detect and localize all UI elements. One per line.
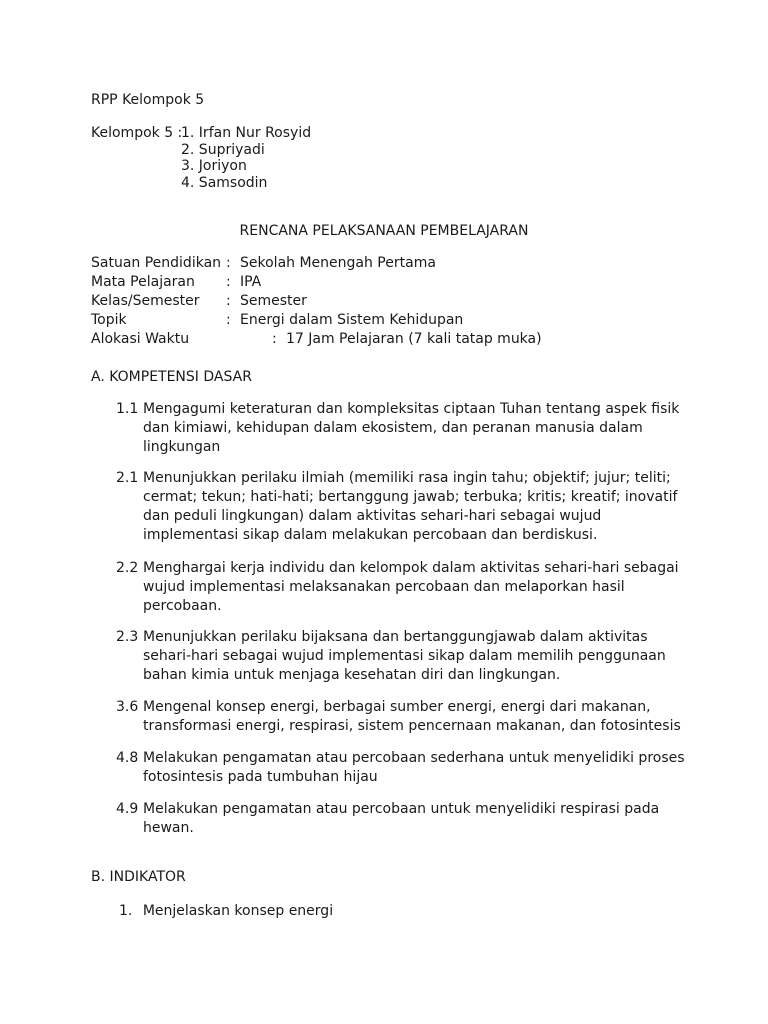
group-member: 3. Joriyon	[181, 158, 247, 174]
group-member: 4. Samsodin	[181, 175, 268, 191]
competency-item	[116, 469, 696, 545]
item-number: 4.9	[116, 801, 139, 817]
item-number: 2.3	[116, 629, 139, 645]
plan-title: RENCANA PELAKSANAAN PEMBELAJARAN	[239, 223, 529, 239]
info-label: Kelas/Semester	[91, 293, 200, 309]
info-colon: :	[272, 331, 277, 347]
competency-item	[116, 698, 696, 736]
competency-item	[116, 749, 696, 787]
item-number: 1.	[119, 903, 133, 919]
competency-item	[116, 559, 696, 616]
info-value: Semester	[240, 293, 307, 309]
group-label: Kelompok 5 :	[91, 125, 183, 141]
item-text: Mengagumi keteraturan dan kompleksitas ciptaan Tuhan tentang aspek fisik dan kimiawi, kehidupan dalam ekosistem, dan peranan manusia dalam lingkungan	[143, 401, 680, 455]
info-colon: :	[226, 274, 231, 290]
item-text: Melakukan pengamatan atau percobaan untuk menyelidiki respirasi pada hewan.	[143, 801, 660, 836]
item-text: Menunjukkan perilaku bijaksana dan bertanggungjawab dalam aktivitas sehari-hari sebagai wujud implementasi sikap dalam memilih penggunaan bahan kimia untuk menjaga kesehatan diri dan lingkungan.	[143, 629, 666, 683]
indicator-item	[119, 902, 333, 921]
item-number: 2.2	[116, 560, 139, 576]
item-number: 4.8	[116, 750, 139, 766]
group-member: 2. Supriyadi	[181, 142, 265, 158]
item-text: Melakukan pengamatan atau percobaan sederhana untuk menyelidiki proses fotosintesis pada tumbuhan hijau	[143, 750, 685, 785]
item-text: Mengenal konsep energi, berbagai sumber energi, energi dari makanan, transformasi energi, respirasi, sistem pencernaan makanan, dan fotosintesis	[143, 699, 681, 734]
info-label: Satuan Pendidikan	[91, 255, 222, 271]
info-colon: :	[226, 255, 231, 271]
info-value: IPA	[240, 274, 262, 290]
item-number: 2.1	[116, 470, 139, 486]
competency-item	[116, 628, 696, 685]
competency-item	[116, 400, 696, 457]
info-colon: :	[226, 312, 231, 328]
section-heading: B. INDIKATOR	[91, 869, 186, 885]
item-text: Menjelaskan konsep energi	[142, 903, 334, 919]
competency-item	[116, 800, 696, 838]
info-colon: :	[226, 293, 231, 309]
info-label: Alokasi Waktu	[91, 331, 190, 347]
info-value: Energi dalam Sistem Kehidupan	[240, 312, 464, 328]
info-value: Sekolah Menengah Pertama	[240, 255, 436, 271]
info-label: Topik	[91, 312, 127, 328]
item-text: Menunjukkan perilaku ilmiah (memiliki rasa ingin tahu; objektif; jujur; teliti; cermat; tekun; hati-hati; bertanggung jawab; terbuka; kritis; kreatif; inovatif dan peduli lingkungan) dalam aktivitas sehari-hari sebagai wujud implementasi sikap dalam melakukan percobaan dan berdiskusi.	[143, 470, 678, 543]
item-number: 1.1	[116, 401, 139, 417]
group-member: 1. Irfan Nur Rosyid	[181, 125, 312, 141]
info-label: Mata Pelajaran	[91, 274, 195, 290]
info-value: 17 Jam Pelajaran (7 kali tatap muka)	[286, 331, 542, 347]
section-heading: A. KOMPETENSI DASAR	[91, 369, 252, 385]
item-text: Menghargai kerja individu dan kelompok dalam aktivitas sehari-hari sebagai wujud implementasi melaksanakan percobaan dan melaporkan hasil percobaan.	[143, 560, 679, 614]
item-number: 3.6	[116, 699, 139, 715]
document-title: RPP Kelompok 5	[91, 92, 205, 108]
